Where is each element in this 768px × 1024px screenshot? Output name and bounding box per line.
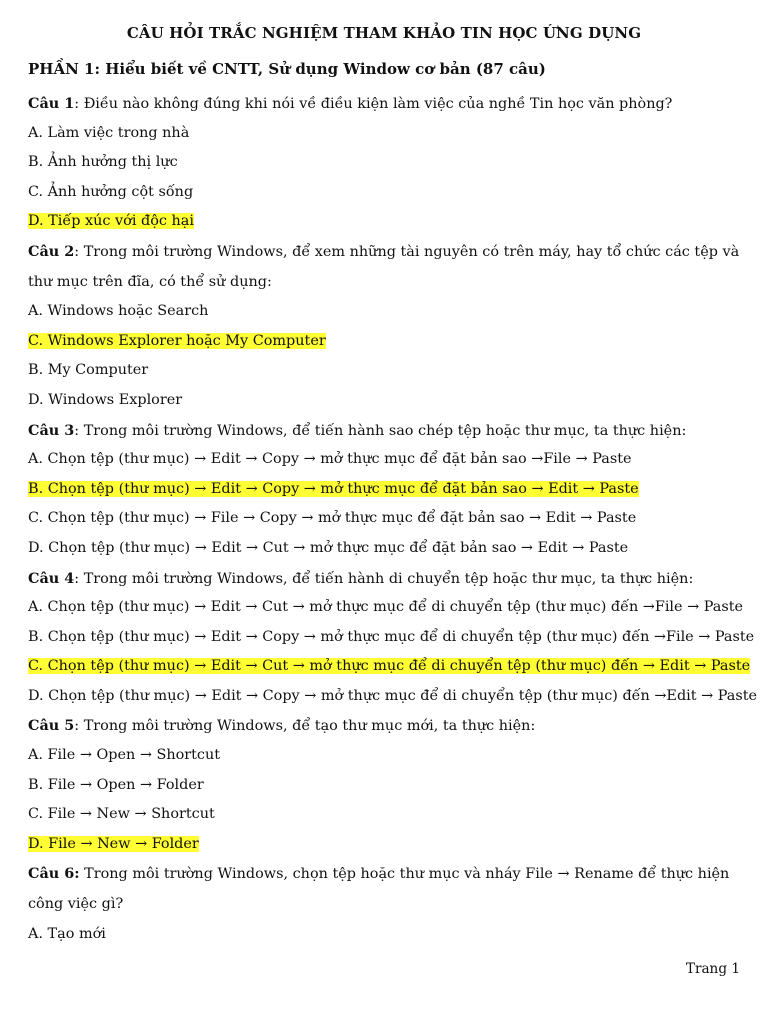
answer-text: D. Chọn tệp (thư mục) → Edit → Copy → mở thực mục để di chuyển tệp (thư mục) đến →Edit → Paste [28, 687, 758, 704]
question-text: : Điều nào không đúng khi nói về điều kiện làm việc của nghề Tin học văn phòng? [74, 96, 673, 112]
question-line [28, 237, 744, 297]
line-text [28, 244, 739, 290]
answer-text: A. Chọn tệp (thư mục) → Edit → Cut → mở thực mục để di chuyển tệp (thư mục) đến →File → Paste [28, 599, 744, 616]
answer-line [28, 623, 755, 653]
line-text [28, 747, 220, 763]
line-text [28, 451, 632, 467]
answer-line-highlighted [28, 652, 751, 682]
question-label: Câu 4 [28, 569, 75, 587]
line-text [28, 125, 189, 141]
answer-text: B. Chọn tệp (thư mục) → Edit → Copy → mở thực mục để đặt bản sao → Edit → Paste [28, 480, 639, 497]
answer-text: A. Tạo mới [28, 925, 106, 942]
answer-text: B. Chọn tệp (thư mục) → Edit → Copy → mở thực mục để di chuyển tệp (thư mục) đến →File → Paste [28, 628, 755, 645]
question-line [28, 711, 744, 741]
answer-text: D. Windows Explorer [28, 391, 183, 408]
answer-line-highlighted [28, 830, 744, 860]
line-text [28, 571, 693, 587]
answer-text: D. Tiếp xúc với độc hại [28, 213, 194, 230]
answer-line [28, 386, 744, 416]
answer-text: A. File → Open → Shortcut [28, 747, 221, 764]
answer-line [28, 682, 758, 712]
answer-text: C. File → New → Shortcut [28, 806, 215, 823]
line-text [28, 866, 729, 912]
answer-text: C. Chọn tệp (thư mục) → File → Copy → mở thực mục để đặt bản sao → Edit → Paste [28, 510, 637, 527]
answer-line [28, 148, 744, 178]
answer-text: C. Windows Explorer hoặc My Computer [28, 332, 326, 349]
line-text [28, 777, 204, 793]
answer-line-highlighted [28, 207, 744, 237]
line-text [28, 836, 199, 852]
line-text [28, 392, 182, 408]
line-text [28, 423, 686, 439]
question-text: : Trong môi trường Windows, để tiến hành di chuyển tệp hoặc thư mục, ta thực hiện: [74, 570, 694, 587]
question-text: : Trong môi trường Windows, để tạo thư mục mới, ta thực hiện: [74, 718, 536, 735]
answer-text: A. Chọn tệp (thư mục) → Edit → Copy → mở thực mục để đặt bản sao →File → Paste [28, 451, 632, 468]
page-number: Trang 1 [685, 961, 740, 977]
answer-line [28, 534, 744, 564]
line-text [28, 718, 535, 734]
question-line [28, 89, 744, 119]
answer-text: A. Làm việc trong nhà [28, 124, 190, 141]
answer-line [28, 445, 744, 475]
line-text [28, 926, 106, 942]
line-text [28, 362, 148, 378]
answer-line [28, 504, 744, 534]
answer-text: B. Ảnh hưởng thị lực [28, 154, 178, 171]
question-line [28, 859, 744, 919]
line-text [28, 510, 636, 526]
line-text [28, 540, 628, 556]
line-text [28, 303, 208, 319]
answer-text: B. File → Open → Folder [28, 776, 204, 793]
answer-line [28, 920, 744, 950]
line-text [28, 154, 178, 170]
question-text: : Trong môi trường Windows, để tiến hành sao chép tệp hoặc thư mục, ta thực hiện: [74, 422, 687, 439]
answer-line [28, 178, 744, 208]
line-text [28, 96, 672, 112]
line-text [28, 658, 750, 674]
question-label: Câu 6: [28, 865, 80, 883]
answer-text: C. Ảnh hưởng cột sống [28, 183, 194, 200]
line-text [28, 688, 757, 704]
question-text: Trong môi trường Windows, chọn tệp hoặc thư mục và nháy File → Rename để thực hiện công việc gì? [28, 866, 730, 913]
question-label: Câu 2 [28, 242, 75, 260]
question-line [28, 564, 744, 594]
answer-line [28, 771, 744, 801]
question-list [28, 89, 758, 949]
line-text [28, 213, 194, 229]
answer-text: C. Chọn tệp (thư mục) → Edit → Cut → mở thực mục để di chuyển tệp (thư mục) đến → Edit → Paste [28, 658, 751, 675]
answer-line [28, 593, 744, 623]
answer-text: B. My Computer [28, 362, 149, 379]
answer-line [28, 800, 744, 830]
question-label: Câu 1 [28, 95, 75, 112]
answer-text: D. File → New → Folder [28, 835, 199, 852]
answer-line [28, 741, 744, 771]
question-line [28, 416, 744, 446]
line-text [28, 184, 193, 200]
line-text [28, 599, 743, 615]
answer-line-highlighted [28, 327, 744, 357]
answer-line [28, 356, 744, 386]
line-text [28, 481, 639, 497]
line-text [28, 333, 326, 349]
line-text [28, 629, 754, 645]
line-text [28, 806, 215, 822]
answer-line-highlighted [28, 475, 744, 505]
answer-line [28, 119, 744, 149]
answer-line [28, 297, 744, 327]
answer-text: D. Chọn tệp (thư mục) → Edit → Cut → mở thực mục để đặt bản sao → Edit → Paste [28, 539, 629, 556]
question-label: Câu 5 [28, 717, 75, 735]
part-heading: PHẦN 1: Hiểu biết về CNTT, Sử dụng Window cơ bản (87 câu) [28, 60, 546, 78]
question-label: Câu 3 [28, 421, 75, 439]
question-text: : Trong môi trường Windows, để xem những tài nguyên có trên máy, hay tổ chức các tệp và thư mục trên đĩa, có thể sử dụng: [28, 243, 740, 290]
document-title: CÂU HỎI TRẮC NGHIỆM THAM KHẢO TIN HỌC ỨNG DỤNG [126, 24, 642, 42]
answer-text: A. Windows hoặc Search [28, 303, 209, 320]
